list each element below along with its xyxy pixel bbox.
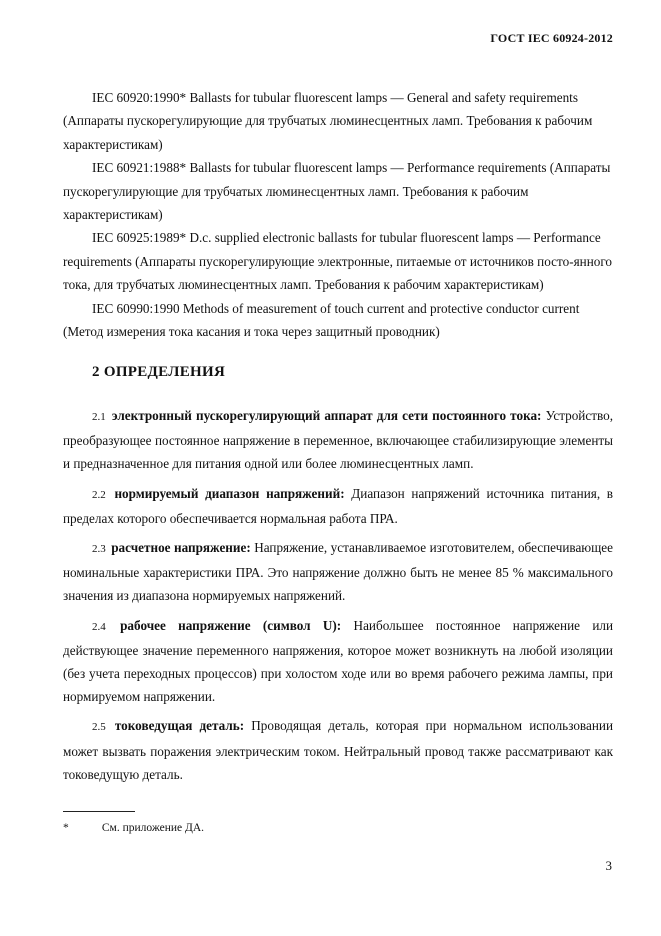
definition-term: электронный пускорегулирующий аппарат для сети постоянного тока: [111,408,542,423]
definition-text: Проводящая деталь, которая при нормальном использовании может вызвать поражения электрическим током. Нейтральный провод также рассматривают как токоведущую деталь. [63,718,613,782]
footnote-text: См. приложение ДА. [101,822,205,834]
definition-number: 2.5 [92,721,106,734]
reference-item: IEC 60921:1988* Ballasts for tubular fluorescent lamps — Performance requirements (Аппараты пускорегулирующие для трубчатых люминесцентных ламп. Требования к рабочим характеристикам) [63,160,611,223]
reference-item: IEC 60925:1989* D.c. supplied electronic ballasts for tubular fluorescent lamps — Performance requirements (Аппараты пускорегулирующие электронные, питаемые от источников посто-янного тока, для трубчатых люминесцентных ламп. Требования к рабочим характеристикам) [63,230,613,293]
definition-item [63,536,613,608]
definition-text: Диапазон напряжений источника питания, в пределах которого обеспечивается нормальная работа ПРА. [63,485,614,526]
definition-number: 2.3 [92,543,106,556]
footnote-mark: * [63,822,69,834]
normative-references-list [63,86,613,343]
footnote [63,822,204,834]
definition-item [63,614,613,709]
definition-text: Наибольшее постоянное напряжение или действующее значение переменного напряжения, которое может возникнуть на любой изоляции (без учета переходных процессов) при холостом ходе или во время рабочего режима лампы, при нормируемом напряжении. [63,617,614,705]
definition-term: расчетное напряжение: [111,540,251,556]
definition-item [63,714,613,786]
definition-text: Напряжение, устанавливаемое изготовителем, обеспечивающее номинальные характеристики ПРА. Это напряжение должно быть не менее 85 % максимального значения из диапазона нормируемых напряжений. [63,540,614,604]
definition-item [63,404,613,476]
reference-item: IEC 60990:1990 Methods of measurement of touch current and protective conductor current (Метод измерения тока касания и тока через защитный проводник) [63,300,580,340]
document-code-header: ГОСТ IEC 60924-2012 [490,31,613,45]
definition-term: рабочее напряжение (символ U): [120,617,342,633]
definition-term: токоведущая деталь: [114,718,245,734]
definition-number: 2.2 [92,488,106,501]
page-number: 3 [605,858,612,873]
definition-number: 2.1 [92,411,106,423]
reference-item: IEC 60920:1990* Ballasts for tubular fluorescent lamps — General and safety requirements (Аппараты пускорегулирующие для трубчатых люминесцентных ламп. Требования к рабочим характеристикам) [63,90,593,152]
footnote-divider [63,811,135,812]
definition-number: 2.4 [92,620,106,633]
definition-item [63,482,613,530]
definition-term: нормируемый диапазон напряжений: [114,485,345,501]
definitions-list [63,404,613,792]
section-title: 2 ОПРЕДЕЛЕНИЯ [92,364,226,380]
definition-text: Устройство, преобразующее постоянное напряжение в переменное, включающее стабилизирующие элементы и предназначенное для питания одной или более люминесцентных ламп. [63,408,614,472]
